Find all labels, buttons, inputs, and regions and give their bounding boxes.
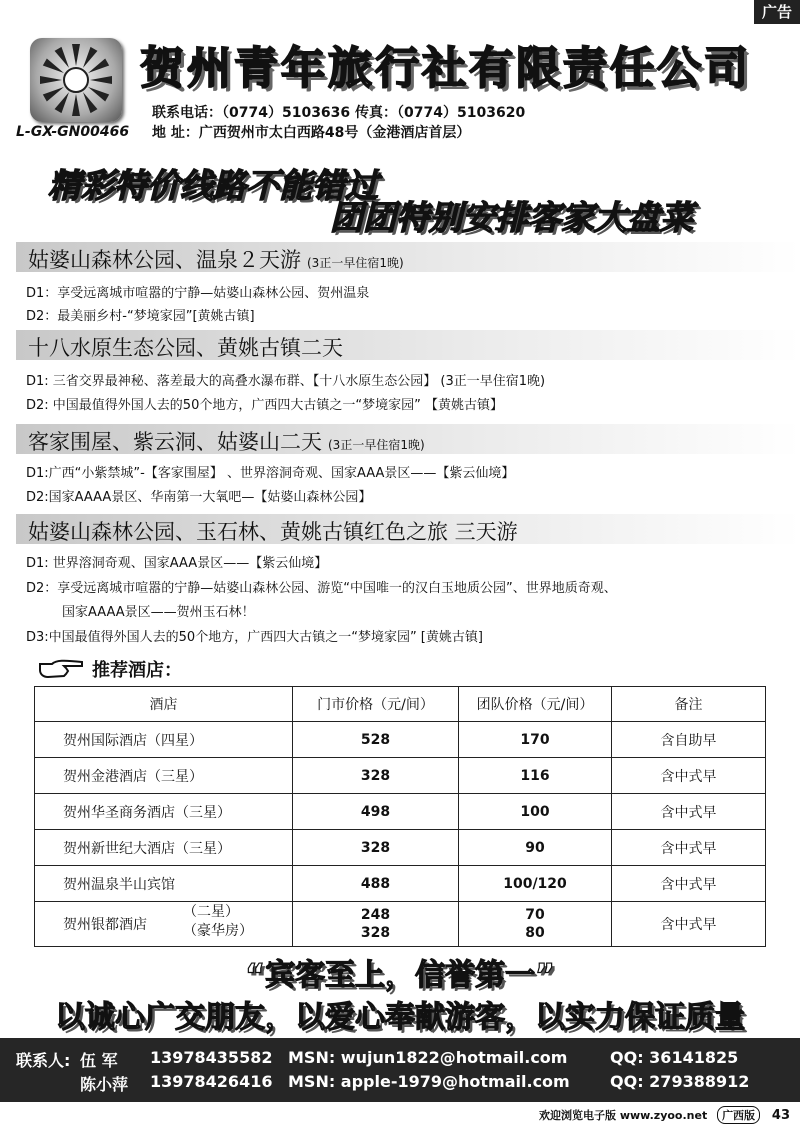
ad-tag: 广告: [754, 0, 800, 24]
table-row: [35, 758, 766, 794]
room-type: （豪华房）: [183, 923, 253, 939]
group-price-value: 70: [525, 907, 545, 923]
hotel-table: [34, 686, 766, 947]
table-row: [35, 794, 766, 830]
footer-contact-row: [16, 1072, 796, 1092]
hotel-note: 含自助早: [612, 722, 766, 758]
route-day: D2：最美丽乡村-“梦境家园”[黄姚古镇]: [26, 309, 255, 324]
hotel-name: [35, 902, 293, 947]
website-text: 欢迎浏览电子版 www.zyoo.net: [539, 1109, 708, 1122]
rack-price: 328: [293, 758, 459, 794]
hotel-name: 贺州温泉半山宾馆: [35, 866, 293, 902]
table-header-row: [35, 687, 766, 722]
route-note: (3正一早住宿1晚): [328, 438, 425, 452]
rack-price-value: 248: [360, 907, 391, 923]
route-day: D1:广西“小紫禁城”-【客家围屋】 、世界溶洞奇观、国家AAA景区——【紫云仙境】: [26, 466, 515, 481]
hotel-section-label: 推荐酒店：: [92, 660, 182, 681]
slogan-line-1: 精彩特价线路不能错过: [48, 166, 378, 205]
rack-price: 328: [293, 830, 459, 866]
contact-address: 地 址：广西贺州市太白西路48号（金港酒店首层）: [152, 125, 471, 141]
group-price: 116: [459, 758, 612, 794]
company-logo: [30, 38, 122, 122]
route-title-text: 姑婆山森林公园、玉石林、黄姚古镇红色之旅 三天游: [28, 520, 518, 544]
group-price-value: 80: [525, 925, 545, 941]
hotel-note: 含中式早: [612, 902, 766, 947]
route-header: [16, 330, 800, 360]
route-day: D2:国家AAAA景区、华南第一大氧吧—【姑婆山森林公园】: [26, 490, 372, 505]
table-row: [35, 902, 766, 947]
route-title: [28, 244, 404, 274]
table-row: [35, 830, 766, 866]
hotel-name: 贺州新世纪大酒店（三星）: [35, 830, 293, 866]
contact-footer: [0, 1038, 800, 1102]
route-day: 国家AAAA景区——贺州玉石林！: [62, 605, 255, 620]
contact-phone-number: 13978435582: [150, 1048, 273, 1067]
room-type: （二星）: [183, 904, 239, 920]
license-number: L-GX-GN00466: [16, 124, 130, 140]
route-day: D3:中国最值得外国人去的50个地方，广西四大古镇之一“梦境家园” [黄姚古镇]: [26, 630, 483, 645]
contact-name: 陈小萍: [80, 1075, 129, 1094]
route-day: D1: 世界溶洞奇观、国家AAA景区——【紫云仙境】: [26, 556, 328, 571]
group-price: 100/120: [459, 866, 612, 902]
hotel-name: 贺州国际酒店（四星）: [35, 722, 293, 758]
route-title: [28, 426, 425, 456]
route-title: [28, 516, 518, 546]
route-title: [28, 332, 343, 362]
rack-price: [293, 902, 459, 947]
header-group-price: 团队价格（元/间）: [459, 687, 612, 722]
route-note: (3正一早住宿1晚): [307, 256, 404, 270]
rack-price: 488: [293, 866, 459, 902]
group-price: 170: [459, 722, 612, 758]
route-title-text: 客家围屋、紫云洞、姑婆山二天: [28, 430, 322, 454]
route-title-text: 十八水原生态公园、黄姚古镇二天: [28, 336, 343, 360]
hotel-note: 含中式早: [612, 758, 766, 794]
route-header: [16, 514, 800, 544]
contact-msn: MSN: apple-1979@hotmail.com: [288, 1072, 570, 1091]
route-day: D1: 三省交界最神秘、落差最大的高叠水瀑布群、【十八水原生态公园】 (3正一早住宿1晚): [26, 374, 546, 389]
motto-line-1: “宾客至上，信誉第一”: [245, 958, 555, 993]
hand-pointer-icon: [38, 658, 84, 685]
header-notes: 备注: [612, 687, 766, 722]
rack-price-value: 328: [360, 925, 391, 941]
contact-phone: 联系电话：（0774）5103636 传真：（0774）5103620: [152, 105, 526, 121]
footer-contact-row: [16, 1048, 796, 1068]
hotel-note: 含中式早: [612, 830, 766, 866]
contact-qq: QQ: 279388912: [610, 1072, 750, 1091]
contact-name: 伍 军: [80, 1051, 118, 1070]
group-price: [459, 902, 612, 947]
route-day: D2：享受远离城市喧嚣的宁静—姑婆山森林公园、游览“中国唯一的汉白玉地质公园”、世界地质奇观、: [26, 581, 617, 596]
company-name: 贺州青年旅行社有限责任公司: [140, 43, 751, 94]
hotel-room-types: [183, 903, 253, 941]
footer-label: 联系人:: [16, 1051, 71, 1070]
page-number: 43: [771, 1108, 790, 1123]
route-header: [16, 242, 800, 272]
route-day: D2: 中国最值得外国人去的50个地方，广西四大古镇之一“梦境家园” 【黄姚古镇】: [26, 398, 503, 413]
hotel-note: 含中式早: [612, 866, 766, 902]
rack-price: 528: [293, 722, 459, 758]
header-hotel: 酒店: [35, 687, 293, 722]
route-day: D1：享受远离城市喧嚣的宁静—姑婆山森林公园、贺州温泉: [26, 286, 370, 301]
hotel-name-text: 贺州银都酒店: [63, 917, 147, 933]
header-rack-price: 门市价格（元/间）: [293, 687, 459, 722]
group-price: 100: [459, 794, 612, 830]
route-header: [16, 424, 800, 454]
edition-badge: 广西版: [717, 1106, 760, 1124]
contact-qq: QQ: 36141825: [610, 1048, 739, 1067]
page-footer: [539, 1106, 790, 1124]
hotel-section-title: [38, 656, 182, 685]
contact-msn: MSN: wujun1822@hotmail.com: [288, 1048, 568, 1067]
motto-line-2: 以诚心广交朋友，以爱心奉献游客，以实力保证质量: [55, 1000, 745, 1035]
hotel-name: 贺州金港酒店（三星）: [35, 758, 293, 794]
sun-icon: [30, 38, 122, 122]
table-row: [35, 866, 766, 902]
table-row: [35, 722, 766, 758]
route-title-text: 姑婆山森林公园、温泉２天游: [28, 248, 301, 272]
rack-price: 498: [293, 794, 459, 830]
group-price: 90: [459, 830, 612, 866]
slogan-line-2: 团团特别安排客家大盘菜: [330, 198, 693, 237]
hotel-note: 含中式早: [612, 794, 766, 830]
contact-phone-number: 13978426416: [150, 1072, 273, 1091]
hotel-name: 贺州华圣商务酒店（三星）: [35, 794, 293, 830]
